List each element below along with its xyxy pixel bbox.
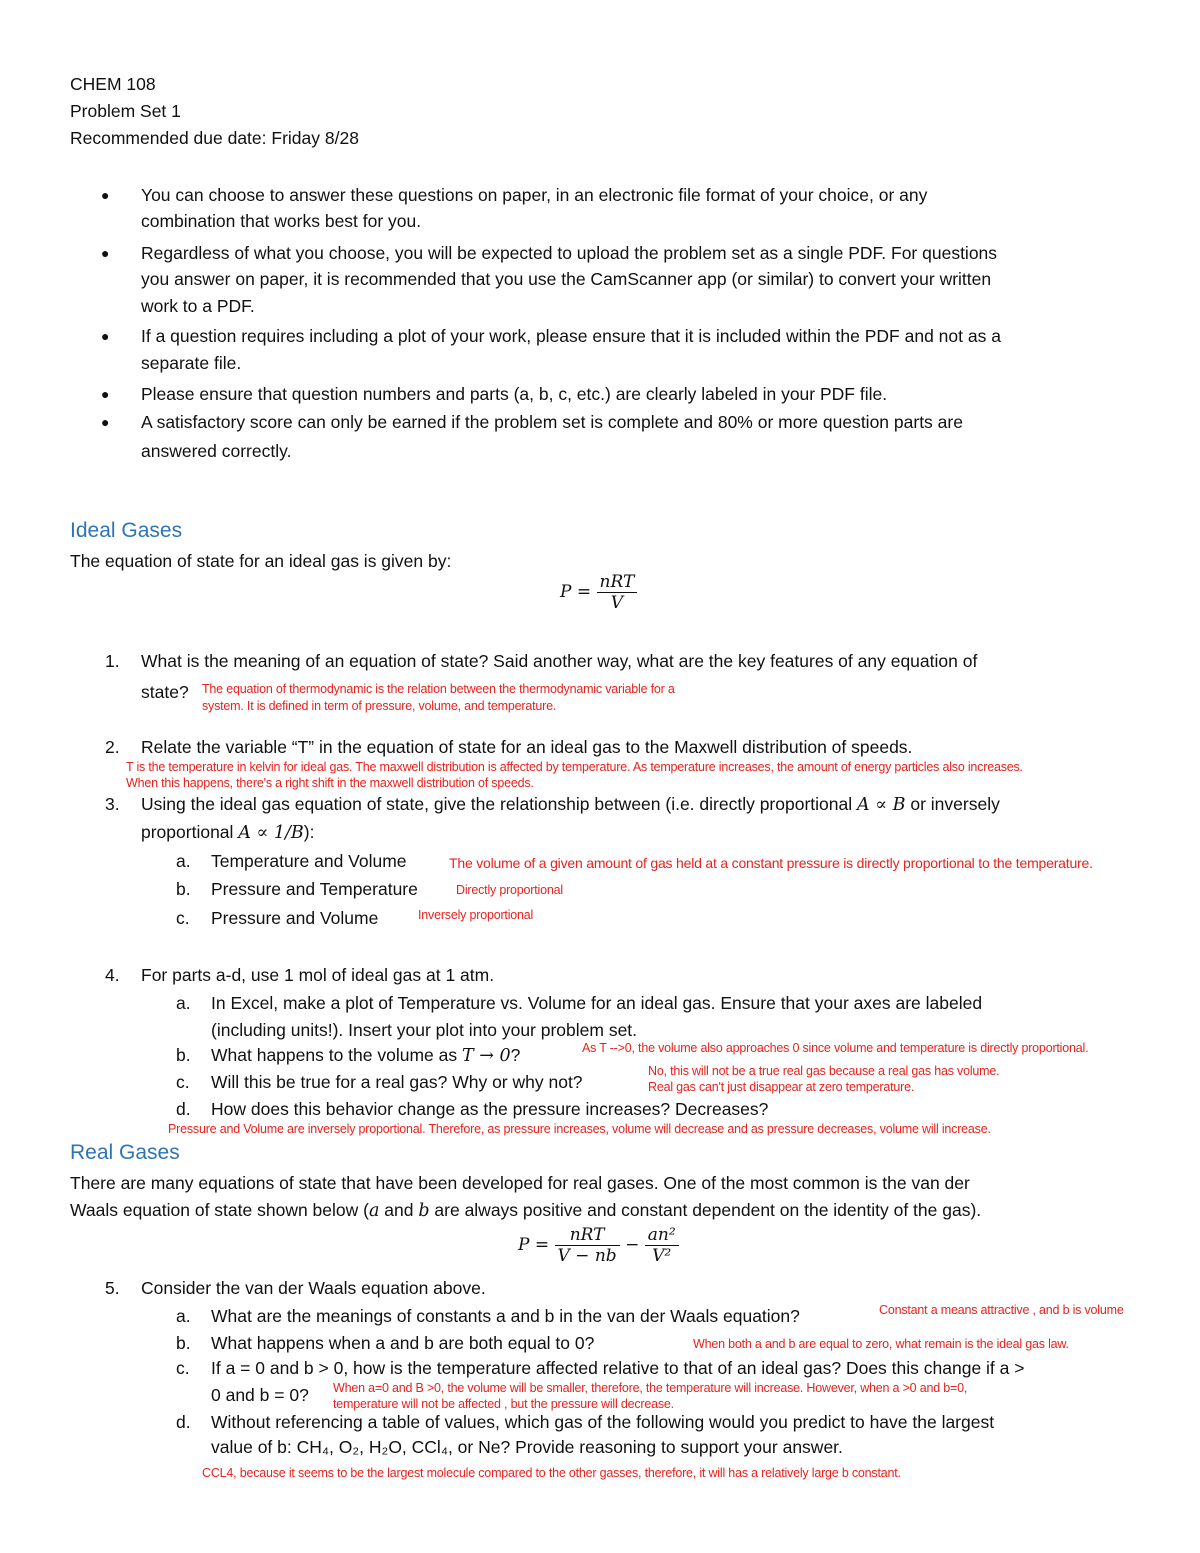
van-der-waals-equation xyxy=(518,1225,679,1266)
question-3b-text: Pressure and Temperature xyxy=(211,879,418,899)
question-number: 2. xyxy=(105,737,120,757)
real-intro-c: are always positive and constant dependent on the identity of the gas). xyxy=(429,1200,982,1220)
q4b-end: ? xyxy=(510,1045,521,1065)
problem-set-title: Problem Set 1 xyxy=(70,101,181,121)
eq-lhs: P = xyxy=(560,582,592,602)
eq-fraction xyxy=(597,572,638,613)
instruction-line: combination that works best for you. xyxy=(141,211,422,231)
due-date: Recommended due date: Friday 8/28 xyxy=(70,128,359,148)
instruction-line: A satisfactory score can only be earned if the problem set is complete and 80% or more question parts are xyxy=(141,412,963,432)
bullet-icon: ● xyxy=(101,328,110,344)
answer-4c: Real gas can't just disappear at zero temperature. xyxy=(648,1080,915,1094)
instruction-line: You can choose to answer these questions on paper, in an electronic file format of your choice, or any xyxy=(141,185,928,205)
bullet-icon: ● xyxy=(101,245,110,261)
q3-text-a: Using the ideal gas equation of state, give the relationship between (i.e. directly proportional xyxy=(141,794,853,814)
answer-3b: Directly proportional xyxy=(456,883,563,897)
question-5d-text: value of b: CH₄, O₂, H₂O, CCl₄, or Ne? Provide reasoning to support your answer. xyxy=(211,1437,843,1457)
question-3-text xyxy=(141,822,315,844)
vdw-lhs: P = xyxy=(518,1235,550,1255)
vdw-numerator-1: nRT xyxy=(555,1225,620,1246)
answer-5a: Constant a means attractive , and b is volume xyxy=(879,1303,1124,1317)
q3-text-b: or inversely xyxy=(910,794,1000,814)
question-5d-text: Without referencing a table of values, which gas of the following would you predict to have the largest xyxy=(211,1412,995,1432)
question-4c-text: Will this be true for a real gas? Why or why not? xyxy=(211,1072,583,1092)
q3-text-c: proportional xyxy=(141,822,234,842)
q3-inverse-symbol: A ∝ 1/B xyxy=(238,823,304,843)
instruction-line: If a question requires including a plot of your work, please ensure that it is included within the PDF and not as a xyxy=(141,326,1001,346)
part-label: c. xyxy=(176,1072,190,1092)
instruction-line: you answer on paper, it is recommended that you use the CamScanner app (or similar) to convert your written xyxy=(141,269,992,289)
eq-denominator: V xyxy=(610,593,624,613)
q3-direct-symbol: A ∝ B xyxy=(857,795,906,815)
part-label: b. xyxy=(176,879,191,899)
answer-5d: CCL4, because it seems to be the largest molecule compared to the other gasses, therefore, it will has a relatively large b constant. xyxy=(202,1466,901,1480)
answer-4c: No, this will not be a true real gas because a real gas has volume. xyxy=(648,1064,1000,1078)
q4b-symbol: T → 0 xyxy=(462,1046,511,1066)
vdw-fraction-2 xyxy=(645,1225,679,1266)
eq-numerator: nRT xyxy=(597,572,638,593)
part-label: c. xyxy=(176,908,190,928)
vdw-denominator-2: V² xyxy=(652,1246,672,1266)
question-number: 5. xyxy=(105,1278,120,1298)
part-label: d. xyxy=(176,1412,191,1432)
question-3c-text: Pressure and Volume xyxy=(211,908,379,928)
bullet-icon: ● xyxy=(101,187,110,203)
part-label: b. xyxy=(176,1045,191,1065)
real-intro-b: and xyxy=(379,1200,419,1220)
part-label: a. xyxy=(176,851,191,871)
answer-4b: As T -->0, the volume also approaches 0 since volume and temperature is directly proportional. xyxy=(582,1041,1089,1055)
answer-3c: Inversely proportional xyxy=(418,908,534,922)
question-number: 1. xyxy=(105,651,120,671)
part-label: b. xyxy=(176,1333,191,1353)
vdw-fraction-1 xyxy=(555,1225,620,1266)
answer-3a: The volume of a given amount of gas held at a constant pressure is directly proportional to the temperature. xyxy=(449,855,1093,871)
question-5c-text: 0 and b = 0? xyxy=(211,1385,309,1405)
instruction-line: separate file. xyxy=(141,353,242,373)
real-intro-sym-b: b xyxy=(418,1201,430,1221)
answer-1: The equation of thermodynamic is the relation between the thermodynamic variable for a xyxy=(202,682,675,696)
question-1-text: state? xyxy=(141,682,189,702)
vdw-numerator-2: an² xyxy=(645,1225,679,1246)
answer-5b: When both a and b are equal to zero, what remain is the ideal gas law. xyxy=(693,1337,1069,1351)
instruction-line: work to a PDF. xyxy=(141,296,255,316)
question-5-text: Consider the van der Waals equation above. xyxy=(141,1278,486,1298)
question-3a-text: Temperature and Volume xyxy=(211,851,407,871)
answer-5c: temperature will not be affected , but the pressure will decrease. xyxy=(333,1397,674,1411)
course-title: CHEM 108 xyxy=(70,74,156,94)
q4b-text: What happens to the volume as xyxy=(211,1045,458,1065)
question-1-text: What is the meaning of an equation of state? Said another way, what are the key features of any equation of xyxy=(141,651,978,671)
question-number: 4. xyxy=(105,965,120,985)
part-label: c. xyxy=(176,1358,190,1378)
instruction-line: Regardless of what you choose, you will be expected to upload the problem set as a single PDF. For questions xyxy=(141,243,998,263)
q3-text-d: ): xyxy=(303,822,315,842)
question-4-text: For parts a-d, use 1 mol of ideal gas at 1 atm. xyxy=(141,965,495,985)
ideal-intro: The equation of state for an ideal gas is given by: xyxy=(70,551,452,571)
answer-4d: Pressure and Volume are inversely proportional. Therefore, as pressure increases, volume will decrease and as pressure decreases, volume will increase. xyxy=(168,1122,991,1136)
real-intro: There are many equations of state that have been developed for real gases. One of the most common is the van der xyxy=(70,1173,970,1193)
answer-2: T is the temperature in kelvin for ideal gas. The maxwell distribution is affected by temperature. As temperature increases, the amount of energy particles also increases. xyxy=(126,760,1023,774)
question-number: 3. xyxy=(105,794,120,814)
vdw-denominator-1: V − nb xyxy=(557,1246,617,1266)
question-2-text: Relate the variable “T” in the equation of state for an ideal gas to the Maxwell distribution of speeds. xyxy=(141,737,913,757)
part-label: d. xyxy=(176,1099,191,1119)
vdw-minus: − xyxy=(625,1235,640,1255)
question-4a-text: (including units!). Insert your plot into your problem set. xyxy=(211,1020,638,1040)
real-intro-sym-a: a xyxy=(368,1201,380,1221)
question-4b-text xyxy=(211,1045,520,1067)
instruction-line: Please ensure that question numbers and parts (a, b, c, etc.) are clearly labeled in your PDF file. xyxy=(141,384,888,404)
bullet-icon: ● xyxy=(101,386,110,402)
question-5c-text: If a = 0 and b > 0, how is the temperature affected relative to that of an ideal gas? Does this change if a > xyxy=(211,1358,1025,1378)
ideal-gas-equation xyxy=(560,572,637,613)
question-5b-text: What happens when a and b are both equal to 0? xyxy=(211,1333,595,1353)
answer-2: When this happens, there's a right shift in the maxwell distribution of speeds. xyxy=(126,776,534,790)
bullet-icon: ● xyxy=(101,414,110,430)
question-4a-text: In Excel, make a plot of Temperature vs. Volume for an ideal gas. Ensure that your axes are labeled xyxy=(211,993,983,1013)
ideal-gases-heading: Ideal Gases xyxy=(70,519,183,542)
real-gases-heading: Real Gases xyxy=(70,1141,180,1164)
part-label: a. xyxy=(176,993,191,1013)
question-4d-text: How does this behavior change as the pressure increases? Decreases? xyxy=(211,1099,769,1119)
part-label: a. xyxy=(176,1306,191,1326)
real-intro-a: Waals equation of state shown below ( xyxy=(70,1200,369,1220)
answer-5c: When a=0 and B >0, the volume will be smaller, therefore, the temperature will increase. However, when a >0 and b=0, xyxy=(333,1381,968,1395)
question-5a-text: What are the meanings of constants a and b in the van der Waals equation? xyxy=(211,1306,800,1326)
answer-1: system. It is defined in term of pressure, volume, and temperature. xyxy=(202,699,557,713)
instruction-line: answered correctly. xyxy=(141,441,292,461)
real-intro xyxy=(70,1200,981,1222)
question-3-text xyxy=(141,794,1000,816)
